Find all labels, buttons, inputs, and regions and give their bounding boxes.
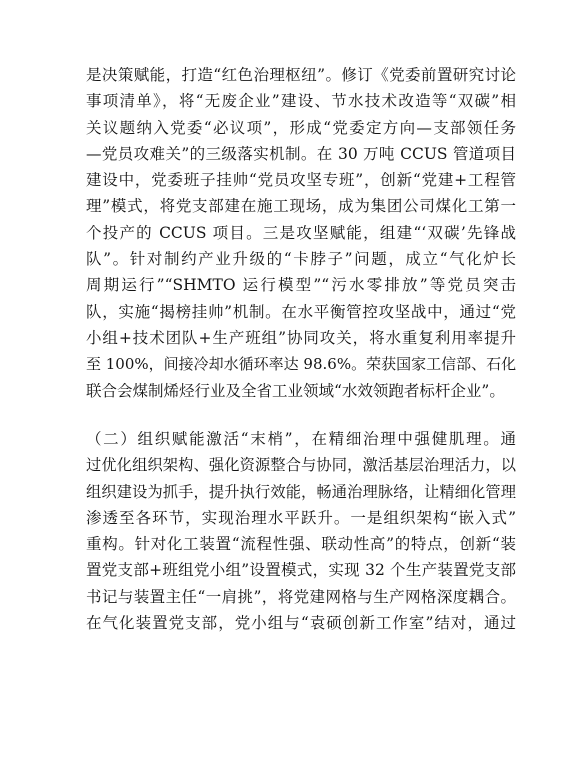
- text-line: —党员攻难关”的三级落实机制。在 30 万吨 CCUS 管道项目: [86, 144, 516, 163]
- paragraph-1: [86, 62, 516, 404]
- text-line: 重构。针对化工装置“流程性强、联动性高”的特点，创新“装: [86, 535, 516, 554]
- text-line: 周期运行”“SHMTO 运行模型”“污水零排放”等党员突击: [86, 276, 516, 295]
- paragraph-2: [86, 426, 516, 636]
- text-line: 组织建设为抓手，提升执行效能，畅通治理脉络，让精细化管理: [86, 482, 516, 501]
- text-line: 队”。针对制约产业升级的“卡脖子”问题，成立“气化炉长: [86, 250, 516, 269]
- text-line: 书记与装置主任“一肩挑”，将党建网格与生产网格深度耦合。: [86, 587, 516, 606]
- text-line: 队，实施“揭榜挂帅”机制。在水平衡管控攻坚战中，通过“党: [86, 302, 516, 321]
- text-line: 建设中，党委班子挂帅“党员攻坚专班”，创新“党建+工程管: [86, 171, 516, 190]
- text-line: 理”模式，将党支部建在施工现场，成为集团公司煤化工第一: [86, 197, 516, 216]
- text-line: 过优化组织架构、强化资源整合与协同，激活基层治理活力，以: [86, 456, 516, 475]
- text-line: 至 100%，间接冷却水循环率达 98.6%。荣获国家工信部、石化: [86, 355, 517, 374]
- text-line: 在气化装置党支部，党小组与“袁硕创新工作室”结对，通过: [86, 614, 516, 633]
- text-line: 联合会煤制烯烃行业及全省工业领域“水效领跑者标杆企业”。: [86, 381, 505, 400]
- text-line: 关议题纳入党委“必议项”，形成“党委定方向—支部领任务: [86, 118, 516, 137]
- text-line: 事项清单》，将“无废企业”建设、节水技术改造等“双碳”相: [86, 92, 516, 111]
- text-line: 置党支部+班组党小组”设置模式，实现 32 个生产装置党支部: [86, 561, 516, 580]
- text-line: 是决策赋能，打造“红色治理枢纽”。修订《党委前置研究讨论: [86, 66, 516, 84]
- text-line: 小组+技术团队+生产班组”协同攻关，将水重复利用率提升: [86, 328, 516, 347]
- text-line: （二）组织赋能激活“末梢”，在精细治理中强健肌理。通: [86, 430, 516, 448]
- text-line: 个投产的 CCUS 项目。三是攻坚赋能，组建“‘双碳’先锋战: [86, 223, 516, 242]
- text-line: 渗透至各环节，实现治理水平跃升。一是组织架构“嵌入式”: [86, 508, 516, 527]
